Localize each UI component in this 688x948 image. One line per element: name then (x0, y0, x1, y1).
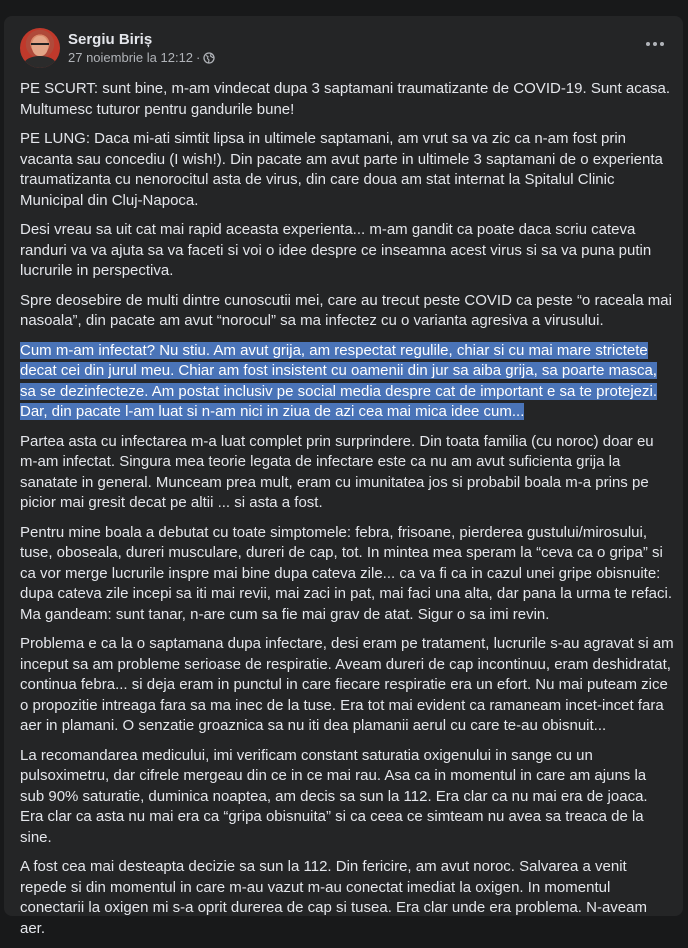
more-horizontal-icon (660, 42, 664, 46)
post-paragraph: Problema e ca la o saptamana dupa infectare, desi eram pe tratament, lucrurile s-au agravat si am inceput sa am probleme serioase de respiratie. Aveam dureri de cap incontinuu, eram deshidratat, continua febra... si deja eram in punctul in care fiecare respiratie era un efort. Nu mai puteam zice o propozitie intreaga fara sa ma inec de la tuse. Era tot mai evident ca ramaneam incet-incet fara aer in plamani. O senzatie groaznica sa nu iti dea plamanii aerul cu care te-au obisnuit... (20, 635, 674, 734)
post-paragraph: Desi vreau sa uit cat mai rapid aceasta experienta... m-am gandit ca poate daca scriu cateva randuri va va ajuta sa va faceti si voi o idee despre ce inseamna acest virus si sa va puna putin lucrurile in perspectiva. (20, 221, 652, 279)
author-name[interactable]: Sergiu Biriș (68, 31, 153, 48)
post-paragraph: Pentru mine boala a debutat cu toate simptomele: febra, frisoane, pierderea gustului/mirosului, tuse, oboseala, dureri musculare, dureri de cap, tot. In mintea mea speram la “ceva ca o gripa” si ca vor merge lucrurile inspre mai bine dupa cateva zile... ca va fi ca in cazul unei gripe obisnuite: dupa cateva zile incepi sa iti mai revii, mai zaci in pat, mai faci una alta, dar pana la urma te refaci. Ma gandeam: sunt tanar, n-are cum sa fie mai grav de atat. Sigur o sa imi revin. (20, 523, 672, 623)
post-paragraph: Partea asta cu infectarea m-a luat complet prin surprindere. Din toata familia (cu noroc) doar eu m-am infectat. Singura mea teorie legata de infectare este ca nu am avut suficienta grija la sanatate in general. Munceam prea mult, eram cu imunitatea jos si probabil boala m-a prins pe picior mai gresit decat pe altii ... si asta a fost. (20, 432, 654, 511)
separator-dot: · (196, 50, 201, 65)
post-paragraph: La recomandarea medicului, imi verificam constant saturatia oxigenului in sange cu un pulsoximetru, dar cifrele mergeau din ce in ce mai rau. Asa ca in momentul in care am ajuns la sub 90% saturatie, duminica noaptea, am decis sa sun la 112. Era clar ca nu mai era de joaca. Era clar ca asta nu mai era ca “gripa obisnuita” si ca ceea ce simteam nu avea sa treaca de la sine. (20, 746, 648, 846)
post-timestamp[interactable]: 27 noiembrie la 12:12 (68, 50, 194, 65)
post-paragraph: PE SCURT: sunt bine, m-am vindecat dupa 3 saptamani traumatizante de COVID-19. Sunt acasa. Multumesc tuturor pentru gandurile bune! (20, 80, 671, 118)
post-card (4, 16, 683, 937)
post-subline (68, 50, 215, 66)
post-body (20, 79, 674, 948)
post-paragraph: PE LUNG: Daca mi-ati simtit lipsa in ultimele saptamani, am vrut sa va zic ca n-am fost prin vacanta sau concediu (I wish!). Din pacate am avut parte in ultimele 3 saptamani de o experienta traumatizanta cu nenorocitul asta de virus, din care doua am stat internat la Spitalul Clinic Municipal din Cluj-Napoca. (20, 130, 663, 209)
globe-icon[interactable] (203, 52, 215, 64)
more-horizontal-icon (653, 42, 657, 46)
post-paragraph: Spre deosebire de multi dintre cunoscutii mei, care au trecut peste COVID ca peste “o raceala mai nasoala”, din pacate am avut “norocul” sa ma infectez cu o varianta agresiva a virusului. (20, 291, 672, 329)
avatar[interactable] (20, 28, 60, 68)
avatar-shirt (24, 56, 56, 68)
post-meta (68, 30, 215, 66)
more-options-button[interactable] (641, 34, 669, 54)
selected-text: Cum m-am infectat? Nu stiu. Am avut grija, am respectat regulile, chiar si cu mai mare strictete decat cei din jurul meu. Chiar am fost insistent cu oamenii din jur sa aiba grija, sa poarte masca, sa se dezinfecteze. Am postat inclusiv pe social media despre cat de important e sa te protejezi. Dar, din pacate l-am luat si n-am nici in ziua de azi cea mai mica idee cum... (20, 341, 658, 420)
more-horizontal-icon (646, 42, 650, 46)
post-paragraph: A fost cea mai desteapta decizie sa sun la 112. Din fericire, am avut noroc. Salvarea a venit repede si din momentul in care m-au vazut m-au conectat imediat la oxigen. In momentul conectarii la oxigen mi s-a oprit durerea de cap si tusea. Era clar unde era problema. N-aveam aer. (20, 858, 647, 937)
post-paragraph-highlighted (20, 341, 674, 423)
post-header (20, 28, 215, 68)
avatar-glasses (31, 43, 49, 49)
